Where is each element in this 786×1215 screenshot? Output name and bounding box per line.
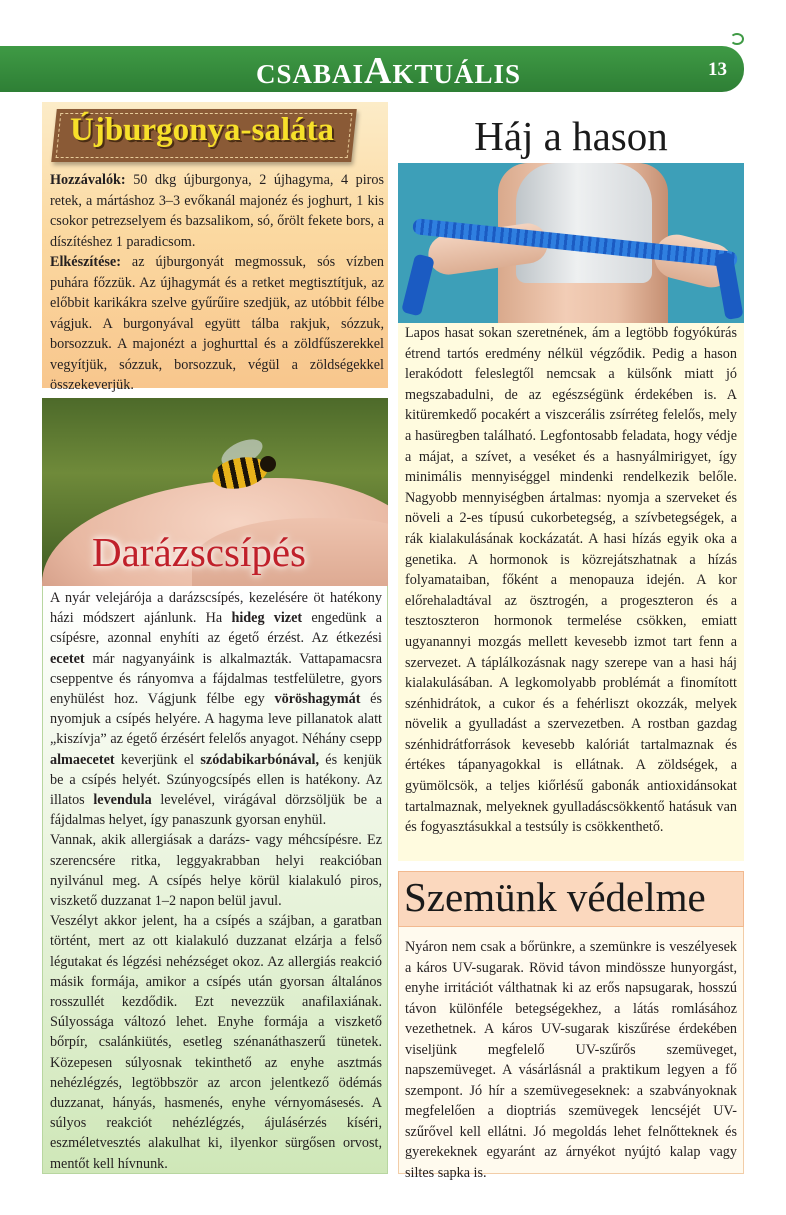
wasp-article-text: A nyár velejárója a darázscsípés, kezelésére öt hatékony házi módszert ajánlunk. Ha hideg vizet engedünk a csípésre, azonnal enyhíti az égető érzést. Az étkezési ecetet már nagyanyáink is alkalmazták. Vattapamacsra cseppentve és rányomva a fájdalmas testfelületre, gyors enyhülést hoz. Vágjunk félbe egy vöröshagymát és nyomjuk a csípés helyére. A hagyma leve pillanatok alatt „kiszívja” az égető érzésért felelős anyagot. Néhány csepp almaecetet keverjünk el szódabikarbónával, és kenjük be a csípés helyét. Szúnyogcsípés ellen is hatékony. Az illatos levendula levelével, virágával dörzsöljük be a fájdalmas helyet, így panaszunk gyorsan enyhül. Vannak, akik allergiásak a darázs- vagy méhcsípésre. Ez szerencsére ritka, leggyakrabban helyi reakcióban nyilvánul meg. A csípés helye körül kialakuló piros, viszkető duzzanat 1–2 napon belül javul. Veszélyt akkor jelent, ha a csípés a szájban, a garatban történt, mert az ott kialakuló duzzanat elzárja a felső légutakat és légzési nehézséget okoz. Az allergiás reakció másik formája, amikor a csípés után gyorsan általános rosszullét kezdődik. Ezt nevezzük anafilaxiának. Súlyossága változó lehet. Enyhe formája a viszkető bőrpír, csalánkiütés, esetleg szénanáthaszerű tünetek. Közepesen súlyosnak tekinthető az enyhe asztmás nehézlégzés, legtöbbször az arcon jelentkező ödémás duzzanat, hányás, hasmenés, enyhe vérnyomásesés. A súlyos reakciót nehézlégzés, ájulásérzés kíséri, eszméletvesztés alakulhat ki, ilyenkor sürgősen orvost, mentőt kell hívnunk. bbox=[50, 590, 383, 1172]
wasp-paragraph-2: Vannak, akik allergiásak a darázs- vagy méhcsípésre. Ez szerencsére ritka, leggyakrabban helyi reakcióban nyilvánul meg. A csípés helye körül kialakuló piros, viszkető duzzanat 1–2 napon belül javul. bbox=[50, 832, 382, 910]
wasp-head bbox=[260, 456, 276, 472]
wasp-paragraph-3: Veszélyt akkor jelent, ha a csípés a szájban, a garatban történt, mert az ott kialakuló duzzanat elzárja a felső légutakat és légzési nehézséget okoz. Az allergiás reakció másik formája, amikor a csípés után gyorsan általános rosszullét kezdődik. Ezt nevezzük anafilaxiának. Súlyossága változó lehet. Enyhe formája a viszkető bőrpír, csalánkiütés, esetleg szénanáthaszerű tünetek. Közepesen súlyosnak tekinthető az enyhe asztmás nehézlégzés, legtöbbször az arcon jelentkező ödémás duzzanat, hányás, hasmenés, enyhe vérnyomásesés. A súlyos reakciót nehézlégzés, ájulásérzés kíséri, eszméletvesztés alakulhat ki, ilyenkor sürgősen orvost, mentőt kell hívnunk. bbox=[50, 913, 382, 1172]
salad-recipe-box bbox=[42, 102, 388, 393]
keyword-onion: vöröshagymát bbox=[274, 691, 361, 708]
magazine-title: CSABAIAKTUÁLIS bbox=[256, 50, 522, 92]
keyword-vinegar: ecetet bbox=[50, 650, 85, 667]
salad-recipe-text bbox=[50, 170, 384, 396]
wasp-article-title: Darázscsípés bbox=[92, 529, 307, 575]
fat-article-title: Háj a hason bbox=[474, 113, 668, 159]
ingredients-label: Hozzávalók: bbox=[50, 172, 126, 188]
method-text: az újburgonyát megmossuk, sós vízben puhára főzzük. Az újhagymát és a retket megtisztítjuk, az előbbit karikákra szelve gyűrűire szedjük, az utóbbit félbe vágjuk. A burgonyával együtt tálba rakjuk, sózzuk, borsozzuk. A majonézt a joghurttal és a zöldfűszerekkel vegyítjük, sózzuk, borsozzuk, végül a zöldségekkel összekeverjük. bbox=[50, 254, 384, 393]
eye-article-title: Szemünk védelme bbox=[404, 874, 706, 920]
keyword-cold-water: hideg vizet bbox=[231, 610, 303, 627]
method-label: Elkészítése: bbox=[50, 254, 121, 270]
keyword-apple-vinegar: almaecetet bbox=[50, 751, 115, 768]
ingredients-text: 50 dkg újburgonya, 2 újhagyma, 4 piros retek, a mártáshoz 3–3 evőkanál majonéz és joghurt, 1 kis csokor petrezselyem és bazsalikom, só, őrölt fekete bors, a díszítéshez 1 paradicsom. bbox=[50, 172, 384, 250]
magazine-header-bar bbox=[0, 46, 744, 92]
fat-article-text: Lapos hasat sokan szeretnének, ám a legtöbb fogyókúrás étrend tartós eredmény nélkül végződik. Pedig a hason lerakódott feleslegtől nemcsak a külsőnk miatt jó megszabadulni, de az egészségünk érdekében is. A kitüremkedő pocakért a viszcerális zsírréteg felelős, mely a hasüregben található. Legfontosabb feladata, hogy védje a májat, a szívet, a veséket és a hasnyálmirigyet, így minimális mennyiséggel mindenki rendelkezik belőle. Nagyobb mennyiségben ártalmas: nyomja a szerveket és növeli a 2-es típusú cukorbetegség, a szívbetegségek, a rák kialakulásának kockázatát. A hasi hízás egyik oka a genetika. A hormonok is közrejátszhatnak a hízás folyamataiban, főként a menopauza idején. A kor előrehaladtával az ösztrogén, a progeszteron és a tesztoszteron hormonok termelése csökken, emiatt ugyanannyi mozgás mellett kevesebb izmot tart fenn a szervezet. A táplálkozásnak nagy szerepe van a hasi háj kialakulásában. A legkomolyabb problémát a finomított szénhidrátok, a cukor és a fehérliszt okozzák, melyek növelik a gyulladást a szervezetben. A rostban gazdag szénhidrátforrások kevesebb kalóriát tartalmaznak és értékes tápanyagokkal is ellátnak. A zöldségek, a gyümölcsök, a teljes kiőrlésű gabonák antioxidánsokat tartalmaznak, melyeknek gyulladáscsökkentő hatásuk van és fogyasztásukkal a testsúly is csökkenthető. bbox=[405, 325, 737, 836]
page-number: 13 bbox=[708, 59, 727, 80]
eye-article-text: Nyáron nem csak a bőrünkre, a szemünkre is veszélyesek a káros UV-sugarak. Rövid távon mindössze hunyorgást, enyhe irritációt válthatnak ki az erős napsugarak, hosszú távon különféle betegségekhez, a látás romlásához vezethetnek. A káros UV-sugarak kiszűrése érdekében viseljünk megfelelő UV-szűrős szemüveget, napszemüveget. A vásárlásnál a praktikum legyen a fő szempont. Jó hír a szemüvegeseknek: a szabványoknak megfelelően a dioptriás szemüvegek lencséjét UV-szűrővel kell ellátni. Jó megoldás lehet felnőtteknek és gyerekeknek egyaránt az árnyékot nyújtó kalap vagy siltes sapka is. bbox=[405, 939, 737, 1181]
keyword-lavender: levendula bbox=[93, 792, 152, 809]
keyword-baking-soda: szódabikarbónával, bbox=[200, 751, 320, 768]
swirl-ornament-icon bbox=[730, 33, 744, 45]
salad-title: Újburgonya-saláta bbox=[70, 112, 335, 148]
shirt-shape bbox=[516, 163, 652, 283]
tape-end-left bbox=[401, 253, 435, 316]
measuring-tape-waist-photo bbox=[398, 163, 744, 323]
